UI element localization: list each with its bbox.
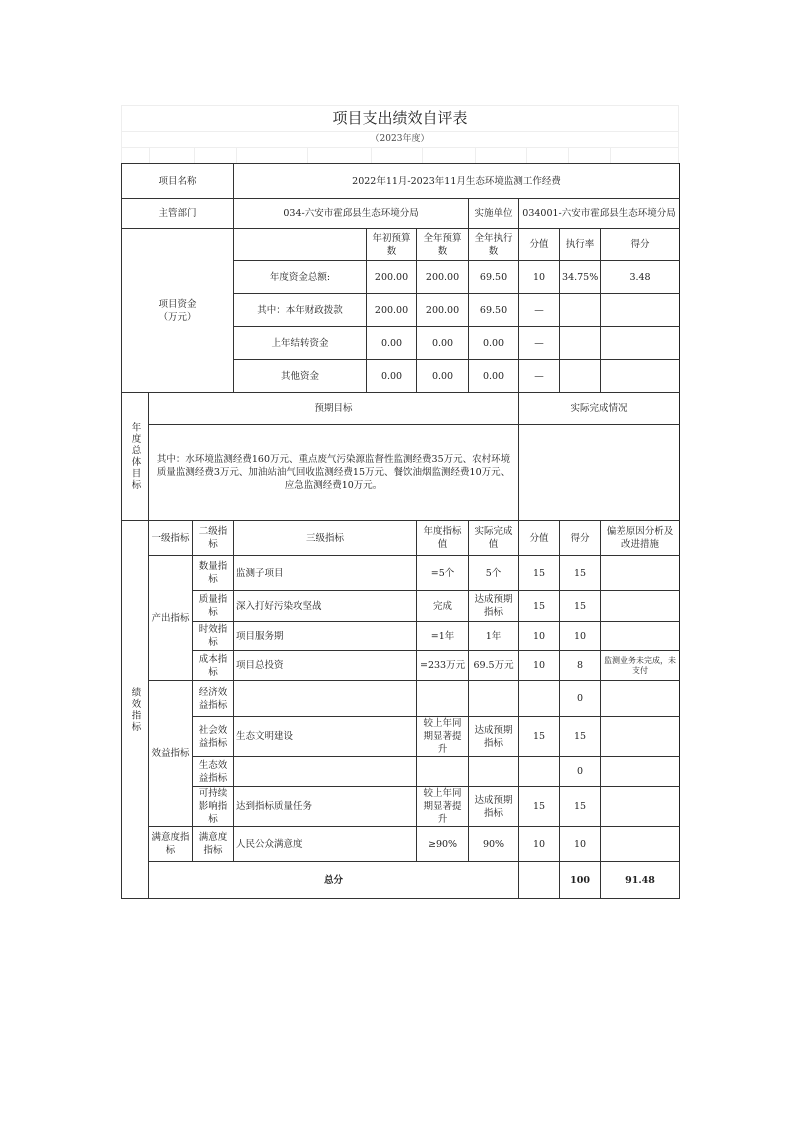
level3-indicator: [234, 757, 417, 787]
indicator-row: [122, 757, 680, 787]
executed-amount: 0.00: [469, 327, 519, 360]
target-value: 完成: [417, 591, 469, 622]
level2-indicator: 经济效益指标: [193, 681, 234, 717]
project-name: 2022年11月-2023年11月生态环境监测工作经费: [234, 164, 680, 199]
score: 3.48: [601, 261, 680, 294]
weight: 15: [519, 787, 560, 827]
dept-label: 主管部门: [122, 199, 234, 229]
funds-header-blank: [234, 229, 367, 261]
actual-completion-text: [519, 425, 680, 521]
unit-value: 034001-六安市霍邱县生态环境分局: [519, 199, 680, 229]
page-subtitle: （2023年度）: [121, 131, 679, 147]
actual-value: [469, 757, 519, 787]
target-value: [417, 681, 469, 717]
funds-row-name: 其中：本年财政拨款: [234, 294, 367, 327]
deviation-note: [601, 827, 680, 862]
score: 0: [560, 757, 601, 787]
score: 15: [560, 717, 601, 757]
weight: 15: [519, 591, 560, 622]
header-weight: 分值: [519, 521, 560, 556]
indicator-row: [122, 591, 680, 622]
indicator-row: [122, 651, 680, 681]
level3-indicator: 项目服务期: [234, 622, 417, 651]
header-deviation: 偏差原因分析及改进措施: [601, 521, 680, 556]
self-evaluation-sheet: [121, 105, 679, 899]
funds-header: 全年执行数: [469, 229, 519, 261]
group-label: 产出指标: [149, 556, 193, 681]
weight: [519, 681, 560, 717]
full-year-budget: 200.00: [417, 261, 469, 294]
level3-indicator: 深入打好污染攻坚战: [234, 591, 417, 622]
target-value: 较上年同期显著提升: [417, 787, 469, 827]
indicator-row: [122, 681, 680, 717]
project-name-label: 项目名称: [122, 164, 234, 199]
score: 15: [560, 787, 601, 827]
header-level1: 一级指标: [149, 521, 193, 556]
level2-indicator: 满意度指标: [193, 827, 234, 862]
score: 10: [560, 622, 601, 651]
score-weight: —: [519, 360, 560, 393]
level3-indicator: [234, 681, 417, 717]
level3-indicator: 项目总投资: [234, 651, 417, 681]
weight: 10: [519, 622, 560, 651]
weight: 15: [519, 556, 560, 591]
group-label: 满意度指标: [149, 827, 193, 862]
actual-value: [469, 681, 519, 717]
header-score: 得分: [560, 521, 601, 556]
full-year-budget: 0.00: [417, 327, 469, 360]
level3-indicator: 生态文明建设: [234, 717, 417, 757]
deviation-note: [601, 681, 680, 717]
target-value: =233万元: [417, 651, 469, 681]
goals-label: 年度总体目标: [122, 393, 149, 521]
actual-completion-header: 实际完成情况: [519, 393, 680, 425]
dept-value: 034-六安市霍邱县生态环境分局: [234, 199, 469, 229]
level2-indicator: 质量指标: [193, 591, 234, 622]
funds-header: 全年预算数: [417, 229, 469, 261]
level2-indicator: 生态效益指标: [193, 757, 234, 787]
deviation-note: [601, 622, 680, 651]
indicators-label: 绩效指标: [122, 521, 149, 899]
unit-label: 实施单位: [469, 199, 519, 229]
header-target: 年度指标值: [417, 521, 469, 556]
actual-value: 5个: [469, 556, 519, 591]
evaluation-table: [121, 163, 680, 899]
initial-budget: 0.00: [367, 327, 417, 360]
weight: 15: [519, 717, 560, 757]
funds-header: 得分: [601, 229, 680, 261]
target-value: ≥90%: [417, 827, 469, 862]
total-label: 总分: [149, 862, 519, 899]
group-label: 效益指标: [149, 681, 193, 827]
score-weight: 10: [519, 261, 560, 294]
indicator-row: [122, 717, 680, 757]
initial-budget: 0.00: [367, 360, 417, 393]
initial-budget: 200.00: [367, 294, 417, 327]
blank-row: [121, 147, 679, 163]
weight: 10: [519, 651, 560, 681]
weight: [519, 757, 560, 787]
execution-rate: 34.75%: [560, 261, 601, 294]
actual-value: 达成预期指标: [469, 591, 519, 622]
full-year-budget: 200.00: [417, 294, 469, 327]
total-blank: [519, 862, 560, 899]
level2-indicator: 数量指标: [193, 556, 234, 591]
score: 15: [560, 556, 601, 591]
full-year-budget: 0.00: [417, 360, 469, 393]
header-actual: 实际完成值: [469, 521, 519, 556]
level2-indicator: 时效指标: [193, 622, 234, 651]
score: 15: [560, 591, 601, 622]
score: [601, 294, 680, 327]
target-value: [417, 757, 469, 787]
level3-indicator: 达到指标质量任务: [234, 787, 417, 827]
deviation-note: [601, 556, 680, 591]
funds-label: 项目资金 （万元）: [122, 229, 234, 393]
deviation-note: [601, 717, 680, 757]
expected-goal-header: 预期目标: [149, 393, 519, 425]
target-value: 较上年同期显著提升: [417, 717, 469, 757]
total-score: 91.48: [601, 862, 680, 899]
score: [601, 360, 680, 393]
actual-value: 69.5万元: [469, 651, 519, 681]
execution-rate: [560, 360, 601, 393]
funds-header: 分值: [519, 229, 560, 261]
level2-indicator: 社会效益指标: [193, 717, 234, 757]
funds-row-name: 年度资金总额:: [234, 261, 367, 294]
executed-amount: 69.50: [469, 294, 519, 327]
actual-value: 1年: [469, 622, 519, 651]
score-weight: —: [519, 327, 560, 360]
deviation-note: 监测业务未完成，未支付: [601, 651, 680, 681]
score: [601, 327, 680, 360]
score: 0: [560, 681, 601, 717]
level3-indicator: 人民公众满意度: [234, 827, 417, 862]
actual-value: 达成预期指标: [469, 717, 519, 757]
weight: 10: [519, 827, 560, 862]
executed-amount: 0.00: [469, 360, 519, 393]
indicator-row: [122, 787, 680, 827]
deviation-note: [601, 787, 680, 827]
actual-value: 90%: [469, 827, 519, 862]
execution-rate: [560, 294, 601, 327]
funds-row-name: 其他资金: [234, 360, 367, 393]
indicator-row: [122, 556, 680, 591]
executed-amount: 69.50: [469, 261, 519, 294]
level2-indicator: 可持续影响指标: [193, 787, 234, 827]
indicator-row: [122, 622, 680, 651]
indicator-row: [122, 827, 680, 862]
funds-header: 执行率: [560, 229, 601, 261]
deviation-note: [601, 591, 680, 622]
score: 8: [560, 651, 601, 681]
initial-budget: 200.00: [367, 261, 417, 294]
score: 10: [560, 827, 601, 862]
total-weight: 100: [560, 862, 601, 899]
level3-indicator: 监测子项目: [234, 556, 417, 591]
target-value: =1年: [417, 622, 469, 651]
funds-header: 年初预算数: [367, 229, 417, 261]
target-value: =5个: [417, 556, 469, 591]
header-level3: 三级指标: [234, 521, 417, 556]
actual-value: 达成预期指标: [469, 787, 519, 827]
funds-row-name: 上年结转资金: [234, 327, 367, 360]
score-weight: —: [519, 294, 560, 327]
expected-goal-text: 其中：水环境监测经费160万元、重点废气污染源监督性监测经费35万元、农村环境质量监测经费3万元、加油站油气回收监测经费15万元、餐饮油烟监测经费10万元、应急监测经费10万元。: [149, 425, 519, 521]
header-level2: 二级指标: [193, 521, 234, 556]
page-title: 项目支出绩效自评表: [121, 105, 679, 131]
deviation-note: [601, 757, 680, 787]
execution-rate: [560, 327, 601, 360]
level2-indicator: 成本指标: [193, 651, 234, 681]
